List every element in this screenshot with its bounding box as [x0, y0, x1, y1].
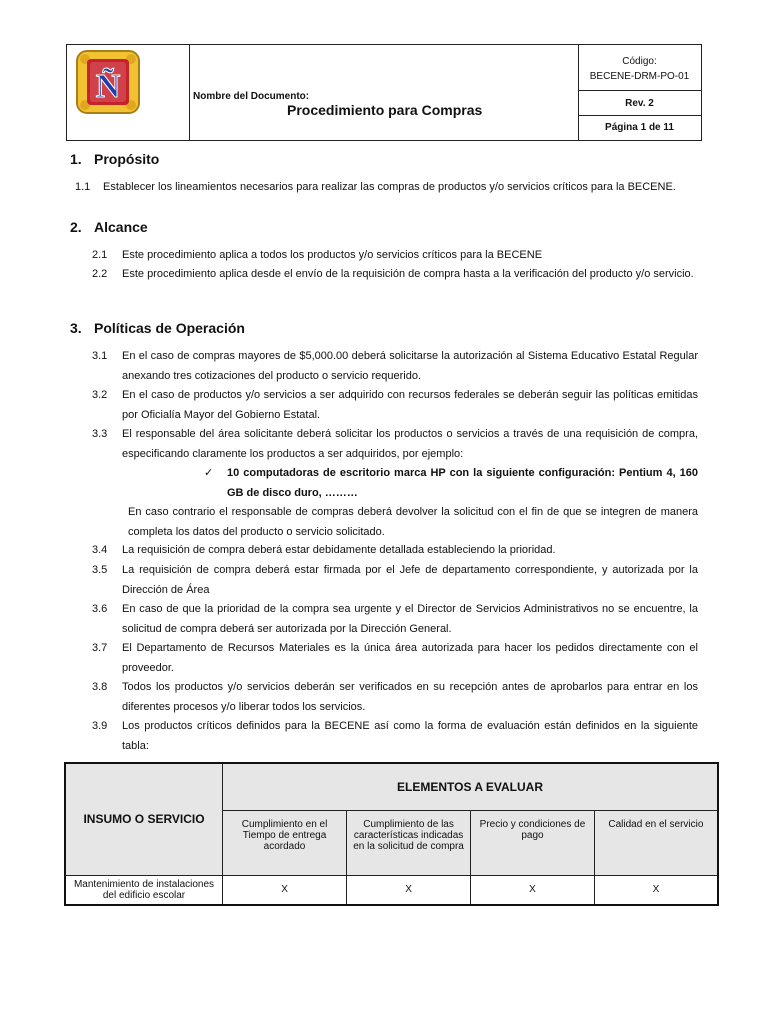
item-text: Este procedimiento aplica a todos los productos y/o servicios críticos para la BECENE: [122, 249, 543, 261]
section-2-heading: [70, 219, 148, 235]
section-number: 3.: [70, 320, 82, 336]
paragraph-3-3: En caso contrario el responsable de compras deberá devolver la solicitud con el fin de que se integren de manera completa los datos del producto o servicio solicitado.: [128, 506, 698, 538]
item-1-1: [75, 178, 698, 198]
item-number: 2.2: [92, 268, 108, 280]
evaluation-table: [64, 762, 719, 906]
checkmark-icon: ✓: [204, 467, 214, 479]
subheader: Precio y condiciones de pago: [471, 810, 595, 875]
item-2-2: [92, 265, 698, 285]
item-text: Este procedimiento aplica desde el envío de la requisición de compra hasta a la verificación del producto y/o servicio.: [122, 268, 694, 280]
item-text: La requisición de compra deberá estar debidamente detallada estableciendo la prioridad.: [122, 544, 556, 556]
item-number: 1.1: [75, 181, 91, 193]
subheader: Calidad en el servicio: [594, 810, 718, 875]
code-label: Código:: [622, 56, 657, 67]
item-text: En caso de que la prioridad de la compra sea urgente y el Director de Servicios Administrativos no se encuentre, la solicitud de compra deberá ser autorizada por la Dirección General.: [122, 603, 698, 635]
item-number: 3.6: [92, 603, 108, 615]
item-text: El responsable del área solicitante deberá solicitar los productos o servicios a través de una requisición de compra, especificando claramente los productos a ser adquiridos, por ejemplo:: [122, 428, 698, 460]
example-text: 10 computadoras de escritorio marca HP con la siguiente configuración: Pentium 4, 160 GB de disco duro, ………: [227, 467, 698, 499]
group-header: ELEMENTOS A EVALUAR: [223, 763, 718, 810]
code-value: BECENE-DRM-PO-01: [589, 71, 690, 82]
item-number: 3.3: [92, 428, 108, 440]
page-number: Página 1 de 11: [605, 122, 674, 133]
section-3-heading: [70, 320, 245, 336]
item-number: 3.7: [92, 642, 108, 654]
code-cell: [578, 45, 701, 91]
service-cell: Mantenimiento de instalaciones del edificio escolar: [65, 875, 223, 905]
subheader: Cumplimiento en el Tiempo de entrega acordado: [223, 810, 347, 875]
mark-cell: X: [594, 875, 718, 905]
section-number: 1.: [70, 151, 82, 167]
item-3-3: [92, 425, 698, 464]
document-header: [66, 44, 702, 141]
section-title: Propósito: [94, 151, 160, 167]
example-bullet: [204, 463, 698, 503]
section-title: Políticas de Operación: [94, 320, 245, 336]
section-1-heading: [70, 151, 159, 167]
item-3-8: [92, 678, 698, 717]
item-3-7: [92, 639, 698, 678]
item-3-4: [92, 541, 698, 561]
item-text: En el caso de productos y/o servicios a ser adquirido con recursos federales se deberán seguir las políticas emitidas por Oficialía Mayor del Gobierno Estatal.: [122, 389, 698, 421]
section-number: 2.: [70, 219, 82, 235]
doc-name: Procedimiento para Compras: [287, 102, 483, 118]
logo-cell: [67, 45, 190, 140]
item-number: 2.1: [92, 249, 108, 261]
section-title: Alcance: [94, 219, 148, 235]
subheader: Cumplimiento de las características indicadas en la solicitud de compra: [347, 810, 471, 875]
title-cell: [189, 45, 579, 140]
item-number: 3.4: [92, 544, 108, 556]
item-2-1: [92, 246, 698, 266]
item-number: 3.2: [92, 389, 108, 401]
table-row: [65, 875, 718, 905]
institution-logo: [73, 47, 143, 117]
item-text: Todos los productos y/o servicios deberán ser verificados en su recepción antes de aprobarlos para entrar en los diferentes procesos y/o liberar todos los servicios.: [122, 681, 698, 713]
mark-cell: X: [223, 875, 347, 905]
item-text: La requisición de compra deberá estar firmada por el Jefe de departamento correspondiente, y autorizada por la Dirección de Área: [122, 564, 698, 596]
item-3-9: [92, 717, 698, 756]
item-3-6: [92, 600, 698, 639]
revision: Rev. 2: [578, 91, 701, 116]
doc-name-label: Nombre del Documento:: [193, 91, 310, 102]
item-3-5: [92, 561, 698, 600]
item-text: Establecer los lineamientos necesarios para realizar las compras de productos y/o servicios críticos para la BECENE.: [103, 181, 676, 193]
mark-cell: X: [347, 875, 471, 905]
logo-letter: Ñ: [95, 68, 121, 105]
meta-cell: [578, 45, 701, 140]
item-3-2: [92, 386, 698, 425]
item-number: 3.5: [92, 564, 108, 576]
item-number: 3.1: [92, 350, 108, 362]
item-3-1: [92, 347, 698, 386]
item-text: El Departamento de Recursos Materiales es la única área autorizada para hacer los pedidos directamente con el proveedor.: [122, 642, 698, 674]
mark-cell: X: [471, 875, 595, 905]
item-number: 3.8: [92, 681, 108, 693]
item-text: En el caso de compras mayores de $5,000.00 deberá solicitarse la autorización al Sistema Educativo Estatal Regular anexando tres cotizaciones del producto o servicio requerido.: [122, 350, 698, 382]
col-service-header: INSUMO O SERVICIO: [65, 763, 223, 875]
item-number: 3.9: [92, 720, 108, 732]
item-text: Los productos críticos definidos para la BECENE así como la forma de evaluación están definidos en la siguiente tabla:: [122, 720, 698, 752]
